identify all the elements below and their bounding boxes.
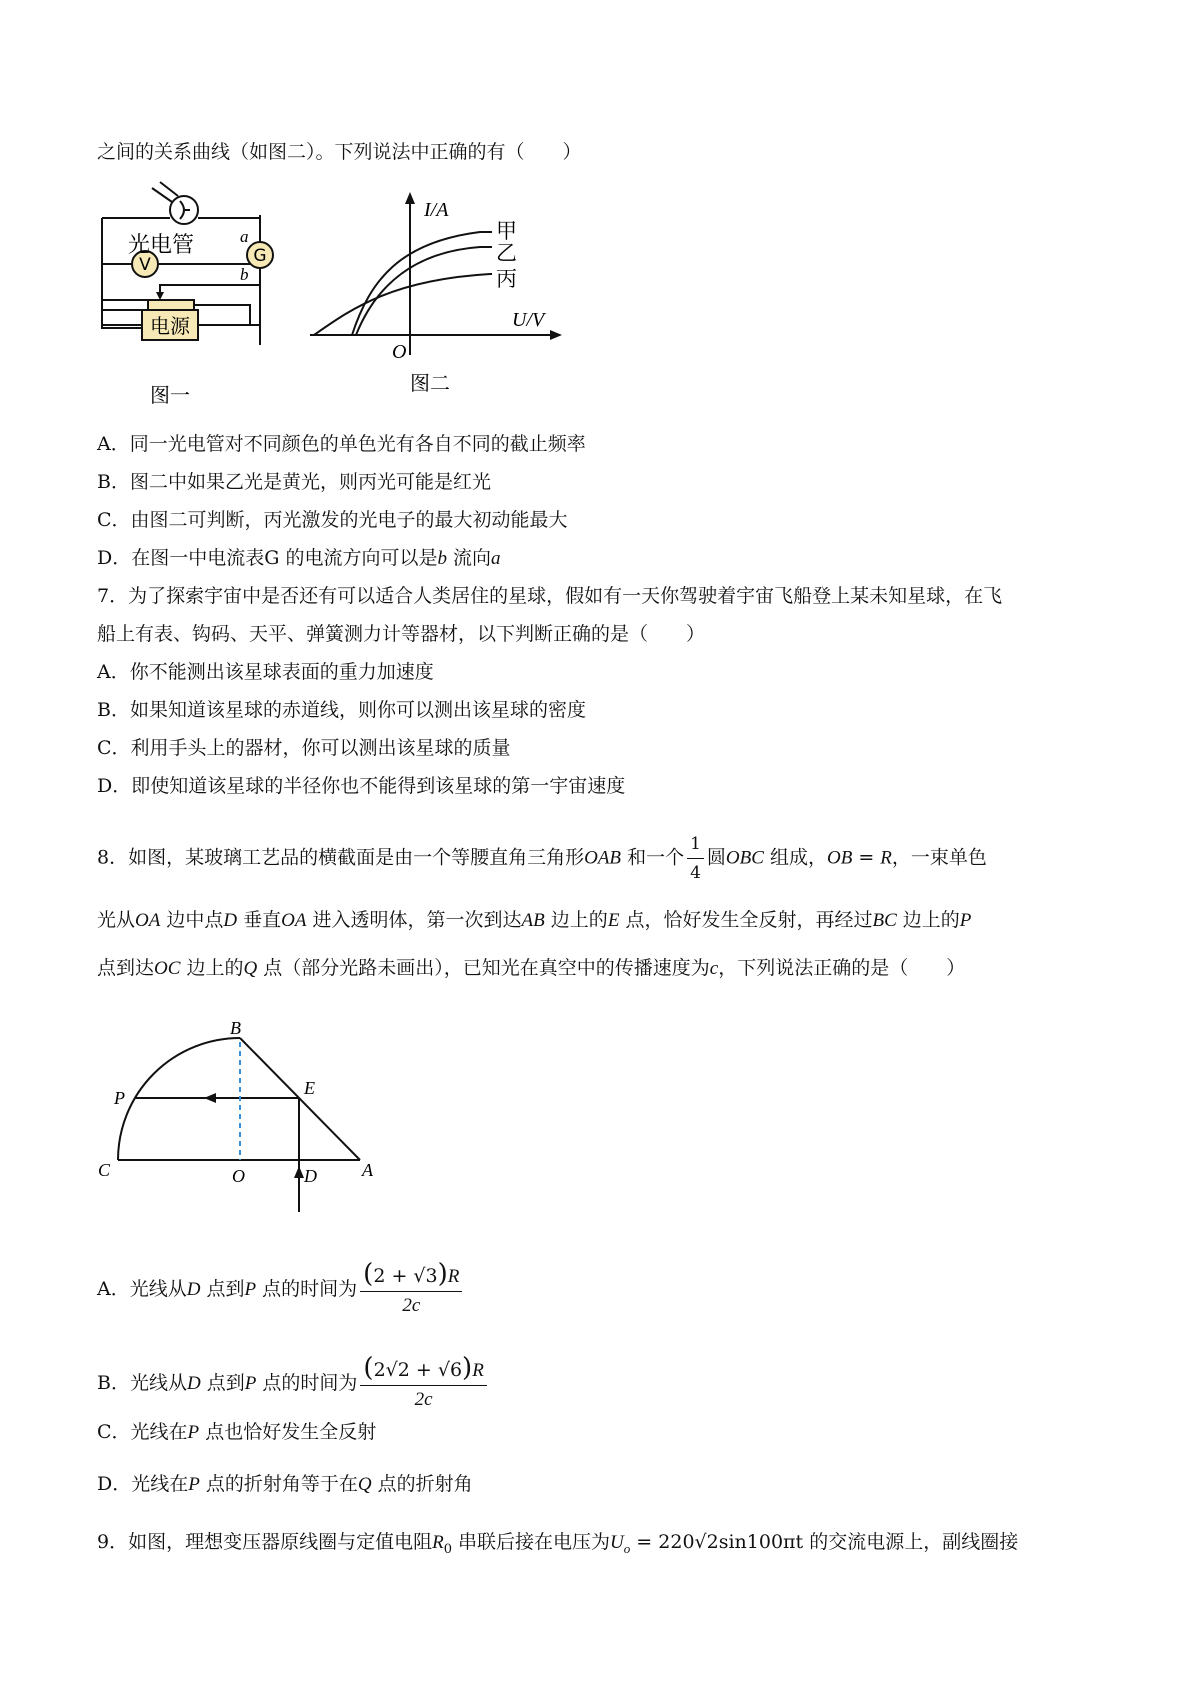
q8-stem-line2: 光从OA 边中点D 垂直OA 进入透明体，第一次到达AB 边上的E 点，恰好发生全反射，再经过BC 边上的P [97,909,972,931]
q7-stem-line2: 船上有表、钩码、天平、弹簧测力计等器材，以下判断正确的是（ ） [97,623,706,645]
q6-option-a: A．同一光电管对不同颜色的单色光有各自不同的截止频率 [97,433,586,455]
power-supply-label: 电源 [150,314,190,338]
point-p-label: P [114,1088,125,1108]
time-fraction-b: $\frac{(2√2 + √6)R}{2c}$ [360,1356,486,1412]
point-a-label: a [240,227,249,246]
q6-option-b: B．图二中如果乙光是黄光，则丙光可能是红光 [97,471,491,493]
q8-option-b: B．光线从D 点到P 点的时间为 $\frac{(2√2 + √6)R}{2c}$ [97,1356,490,1412]
figure-one-caption: 图一 [150,383,190,407]
q6-stem-tail: 之间的关系曲线（如图二）。下列说法中正确的有（ ） [97,141,582,163]
q7-option-c: C．利用手头上的器材，你可以测出该星球的质量 [97,737,511,759]
q7-option-a: A．你不能测出该星球表面的重力加速度 [97,661,434,683]
point-a-label: A [362,1160,373,1180]
x-axis-label: U/V [512,309,545,331]
point-d-label: D [304,1166,317,1186]
q8-stem-line3: 点到达OC 边上的Q 点（部分光路未画出），已知光在真空中的传播速度为c，下列说法正确的是（ ） [97,957,966,979]
q7-stem-line1: 7．为了探索宇宙中是否还有可以适合人类居住的星球，假如有一天你驾驶着宇宙飞船登上某未知星球，在飞 [97,585,1003,607]
point-c-label: C [98,1160,111,1180]
y-axis-label: I/A [424,199,449,221]
curve-bing-label: 丙 [496,267,517,291]
q6-option-d: D．在图一中电流表G 的电流方向可以是b 流向a [97,547,501,569]
q8-glass-figure [96,1000,396,1240]
q8-stem-line1: 8．如图，某玻璃工艺品的横截面是由一个等腰直角三角形OAB 和一个 $\frac{1}{4}$ 圆OBC 组成，OB = R，一束单色 [97,834,987,883]
curve-jia-label: 甲 [496,219,517,243]
origin-label: O [392,341,407,363]
phototube-label: 光电管 [128,233,195,258]
q8-option-c: C．光线在P 点也恰好发生全反射 [97,1421,377,1443]
point-e-label: E [304,1078,315,1098]
curve-yi-label: 乙 [496,241,517,265]
g-label: G [253,246,267,266]
q8-option-a: A．光线从D 点到P 点的时间为 $\frac{(2 + √3)R}{2c}$ [97,1262,465,1318]
point-b-label: B [230,1018,241,1038]
figure-two-caption: 图二 [410,371,450,395]
q9-stem-line1: 9．如图，理想变压器原线圈与定值电阻$R_0$ 串联后接在电压为$U_o = 220√2\sin 100\pi t$ 的交流电源上，副线圈接 [97,1531,1019,1557]
point-o-label: O [232,1166,245,1186]
q7-option-d: D．即使知道该星球的半径你也不能得到该星球的第一宇宙速度 [97,775,626,797]
q8-option-d: D．光线在P 点的折射角等于在Q 点的折射角 [97,1473,473,1495]
q7-option-b: B．如果知道该星球的赤道线，则你可以测出该星球的密度 [97,699,586,721]
time-fraction-a: $\frac{(2 + √3)R}{2c}$ [360,1262,462,1318]
q6-option-c: C．由图二可判断，丙光激发的光电子的最大初动能最大 [97,509,568,531]
v-label: V [139,255,151,275]
quarter-fraction: $\frac{1}{4}$ [687,832,704,885]
figure-one-circuit [90,180,290,420]
figure-two-graph [300,190,570,400]
point-b-label: b [240,265,249,284]
